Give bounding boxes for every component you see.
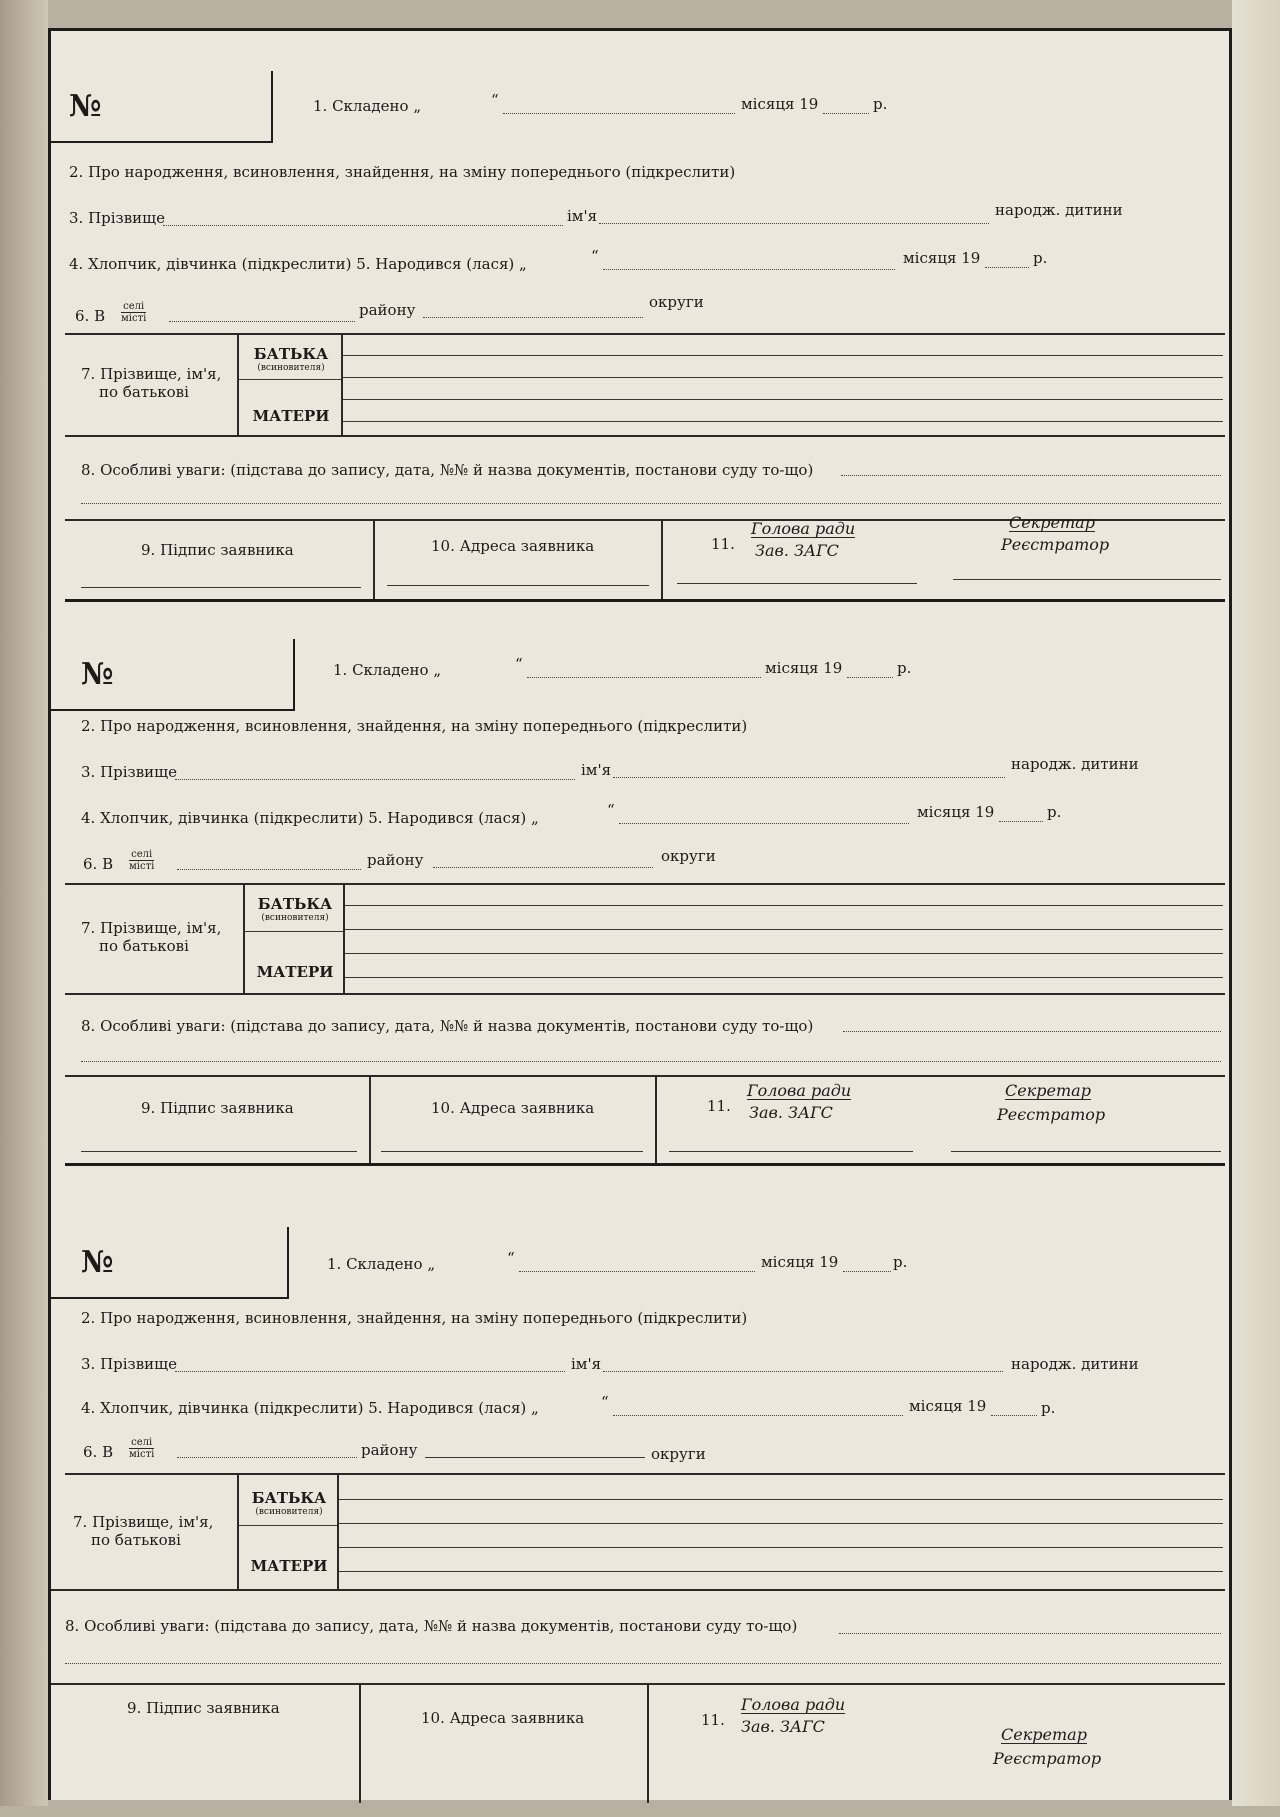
f7-father-line-1[interactable]: [345, 905, 1223, 906]
f11-num: 11.: [701, 1711, 725, 1729]
f6-district: району: [367, 851, 424, 869]
f4-label: 4. Хлопчик, дівчинка (підкреслити) 5. Народився (лася) „: [81, 1399, 539, 1417]
f7-mother-line-2[interactable]: [339, 1571, 1223, 1572]
f7-label-line2: по батькові: [99, 937, 189, 955]
f1-year-suffix: р.: [893, 1253, 908, 1271]
f4-day-line[interactable]: [603, 269, 895, 270]
f11-head-signature-line[interactable]: [669, 1151, 913, 1152]
f7-parent-split: [239, 1525, 337, 1526]
f4-day-line[interactable]: [619, 823, 909, 824]
f7-parent-split: [239, 379, 341, 380]
f11-head: Голова ради: [741, 1695, 846, 1714]
f7-father-label: [241, 1489, 337, 1517]
f1-year-suffix: р.: [897, 659, 912, 677]
section-end-rule: [65, 599, 1225, 602]
page-edge-left: [0, 0, 48, 1806]
f4-month: місяця 19: [903, 249, 981, 267]
f7-father-line-1[interactable]: [339, 1499, 1223, 1500]
rule-after-f7: [51, 1589, 1225, 1591]
f6-label: 6. В: [83, 1443, 114, 1461]
f6-village: селі: [121, 301, 146, 313]
f7-label-line2: по батькові: [99, 383, 189, 401]
f6-city: місті: [129, 861, 155, 872]
f11-zags: Зав. ЗАГС: [749, 1103, 833, 1122]
f1-quote: “: [491, 91, 499, 109]
f11-zags: Зав. ЗАГС: [741, 1717, 825, 1736]
f4-label: 4. Хлопчик, дівчинка (підкреслити) 5. Народився (лася) „: [81, 809, 539, 827]
f10-address-line[interactable]: [387, 585, 649, 586]
f3-name: ім'я: [567, 207, 598, 225]
f1-quote: “: [515, 655, 523, 673]
f7-divider-right: [341, 333, 343, 435]
sig-divider-1: [369, 1075, 371, 1163]
f4-year-suffix: р.: [1033, 249, 1048, 267]
f9-signature-line[interactable]: [81, 1151, 357, 1152]
f1-quote: “: [507, 1249, 515, 1267]
f1-day-line[interactable]: [519, 1271, 755, 1272]
section-end-rule: [65, 1163, 1225, 1166]
f1-label: 1. Складено „: [333, 661, 442, 679]
f8-label: 8. Особливі уваги: (підстава до запису, дата, №№ й назва документів, постанови суду то-що): [81, 1017, 814, 1035]
f6-village: селі: [129, 849, 154, 861]
f8-line-1[interactable]: [843, 1031, 1221, 1032]
f1-month: місяця 19: [761, 1253, 839, 1271]
f6-okrug: округи: [661, 847, 716, 865]
f1-year-suffix: р.: [873, 95, 888, 113]
rule-after-f8: [65, 1075, 1225, 1077]
f3-label: 3. Прізвище: [81, 1355, 178, 1373]
record-section-2: [51, 639, 1229, 1229]
f1-year-line[interactable]: [847, 677, 893, 678]
f7-mother-line-1[interactable]: [343, 399, 1223, 400]
f7-label-line1: 7. Прізвище, ім'я,: [81, 365, 222, 383]
f8-label: 8. Особливі уваги: (підстава до запису, дата, №№ й назва документів, постанови суду то-що): [65, 1617, 798, 1635]
sig-divider-2: [655, 1075, 657, 1163]
f10-address-line[interactable]: [381, 1151, 643, 1152]
sig-divider-2: [647, 1683, 649, 1803]
f10-label: 10. Адреса заявника: [431, 1099, 595, 1117]
f7-label-line1: 7. Прізвище, ім'я,: [73, 1513, 214, 1531]
f4-quote: “: [607, 801, 615, 819]
sig-divider-2: [661, 519, 663, 599]
record-section-3: [51, 1227, 1229, 1817]
f4-month: місяця 19: [909, 1397, 987, 1415]
f2-label: 2. Про народження, всиновлення, знайдення, на зміну попереднього (підкреслити): [81, 1309, 748, 1327]
page-edge-right: [1232, 0, 1280, 1806]
f6-okrug: округи: [649, 293, 704, 311]
f3-name: ім'я: [571, 1355, 602, 1373]
f3-label: 3. Прізвище: [69, 209, 166, 227]
f7-label-line2: по батькові: [91, 1531, 181, 1549]
f1-year-line[interactable]: [823, 113, 869, 114]
sig-divider-1: [373, 519, 375, 599]
f3-label: 3. Прізвище: [81, 763, 178, 781]
f7-mother: МАТЕРИ: [252, 407, 330, 425]
f4-quote: “: [591, 247, 599, 265]
f4-year-line[interactable]: [985, 267, 1029, 268]
f7-mother-line-2[interactable]: [343, 421, 1223, 422]
f3-child: народж. дитини: [1011, 1355, 1139, 1373]
registry-sheet: [48, 28, 1232, 1800]
f6-district-line[interactable]: [433, 867, 653, 868]
f7-divider-left: [237, 1473, 239, 1589]
f1-label: 1. Складено „: [327, 1255, 436, 1273]
f8-line-2[interactable]: [65, 1663, 1221, 1664]
f8-line-1[interactable]: [841, 475, 1221, 476]
f11-registrar: Реєстратор: [1001, 535, 1110, 554]
f3-child: народж. дитини: [1011, 755, 1139, 773]
f7-father-sub: (всиновителя): [257, 363, 325, 373]
f8-line-2[interactable]: [81, 1061, 1221, 1062]
record-number-box[interactable]: [51, 71, 273, 143]
f3-surname-line[interactable]: [163, 225, 563, 226]
f11-secretary: Секретар: [1005, 1081, 1091, 1100]
f4-quote: “: [601, 1393, 609, 1411]
f4-year-suffix: р.: [1041, 1399, 1056, 1417]
number-sign: №: [81, 657, 114, 692]
f4-year-line[interactable]: [999, 821, 1043, 822]
record-section-1: [51, 71, 1229, 661]
f6-city: місті: [121, 313, 147, 324]
f3-surname-line[interactable]: [175, 1371, 565, 1372]
f6-city: місті: [129, 1449, 155, 1460]
f6-village: селі: [129, 1437, 154, 1449]
f8-line-2[interactable]: [81, 503, 1221, 504]
f3-name-line[interactable]: [613, 777, 1005, 778]
f1-month: місяця 19: [765, 659, 843, 677]
record-number-box[interactable]: [51, 639, 295, 711]
f7-father: БАТЬКА: [257, 895, 333, 913]
f4-year-suffix: р.: [1047, 803, 1062, 821]
f11-num: 11.: [711, 535, 735, 553]
f4-month: місяця 19: [917, 803, 995, 821]
f7-mother-line-2[interactable]: [345, 977, 1223, 978]
f11-registrar: Реєстратор: [993, 1749, 1102, 1768]
f6-place-fraction: [129, 849, 154, 872]
f3-name-line[interactable]: [603, 1371, 1003, 1372]
f6-settlement-line[interactable]: [177, 1457, 357, 1458]
rule-after-f7: [65, 993, 1225, 995]
f7-mother: МАТЕРИ: [256, 963, 334, 981]
f3-name: ім'я: [581, 761, 612, 779]
f7-label-line1: 7. Прізвище, ім'я,: [81, 919, 222, 937]
f9-label: 9. Підпис заявника: [127, 1699, 280, 1717]
f11-secretary: Секретар: [1009, 513, 1095, 532]
f1-day-line[interactable]: [527, 677, 761, 678]
f11-secretary-signature-line[interactable]: [953, 579, 1221, 580]
f1-month: місяця 19: [741, 95, 819, 113]
f11-head-signature-line[interactable]: [677, 583, 917, 584]
f7-father-sub: (всиновителя): [261, 913, 329, 923]
number-sign: №: [81, 1245, 114, 1280]
f6-okrug: округи: [651, 1445, 706, 1463]
f8-line-1[interactable]: [839, 1633, 1221, 1634]
f4-label: 4. Хлопчик, дівчинка (підкреслити) 5. Народився (лася) „: [69, 255, 527, 273]
f4-year-line[interactable]: [991, 1415, 1037, 1416]
rule-after-f8: [51, 1683, 1225, 1685]
rule-after-f6: [65, 1473, 1225, 1475]
f6-district-line[interactable]: [425, 1457, 645, 1458]
f3-surname-line[interactable]: [175, 779, 575, 780]
f6-district: району: [361, 1441, 418, 1459]
f10-label: 10. Адреса заявника: [431, 537, 595, 555]
rule-after-f7: [65, 435, 1225, 437]
f6-label: 6. В: [75, 307, 106, 325]
f11-head: Голова ради: [747, 1081, 852, 1100]
f3-child: народж. дитини: [995, 201, 1123, 219]
f10-label: 10. Адреса заявника: [421, 1709, 585, 1727]
f11-head: Голова ради: [751, 519, 856, 538]
f2-label: 2. Про народження, всиновлення, знайдення, на зміну попереднього (підкреслити): [69, 163, 736, 181]
f7-father-label: [247, 895, 343, 923]
f1-year-line[interactable]: [843, 1271, 891, 1272]
f7-father: БАТЬКА: [253, 345, 329, 363]
f1-day-line[interactable]: [503, 113, 735, 114]
f7-mother-line-1[interactable]: [345, 953, 1223, 954]
f7-father: БАТЬКА: [251, 1489, 327, 1507]
f7-parent-split: [245, 931, 343, 932]
f2-label: 2. Про народження, всиновлення, знайдення, на зміну попереднього (підкреслити): [81, 717, 748, 735]
f7-divider-left: [243, 883, 245, 993]
f11-zags: Зав. ЗАГС: [755, 541, 839, 560]
number-sign: №: [69, 89, 102, 124]
f6-district-line[interactable]: [423, 317, 643, 318]
f6-label: 6. В: [83, 855, 114, 873]
f9-signature-line[interactable]: [81, 587, 361, 588]
f6-settlement-line[interactable]: [169, 321, 355, 322]
rule-after-f6: [65, 883, 1225, 885]
f7-father-line-2[interactable]: [339, 1523, 1223, 1524]
f7-mother-line-1[interactable]: [339, 1547, 1223, 1548]
record-number-box[interactable]: [51, 1227, 289, 1299]
f6-place-fraction: [129, 1437, 154, 1460]
f7-father-line-2[interactable]: [343, 377, 1223, 378]
rule-after-f6: [65, 333, 1225, 335]
f7-divider-left: [237, 333, 239, 435]
f11-secretary-signature-line[interactable]: [951, 1151, 1221, 1152]
f7-father-sub: (всиновителя): [255, 1507, 323, 1517]
f11-secretary: Секретар: [1001, 1725, 1087, 1744]
f7-father-line-2[interactable]: [345, 929, 1223, 930]
f8-label: 8. Особливі уваги: (підстава до запису, дата, №№ й назва документів, постанови суду то-що): [81, 461, 814, 479]
sig-divider-1: [359, 1683, 361, 1803]
f6-place-fraction: [121, 301, 146, 324]
f3-name-line[interactable]: [599, 223, 989, 224]
f7-mother: МАТЕРИ: [250, 1557, 328, 1575]
f9-label: 9. Підпис заявника: [141, 541, 294, 559]
f1-label: 1. Складено „: [313, 97, 422, 115]
f6-district: району: [359, 301, 416, 319]
f6-settlement-line[interactable]: [177, 869, 361, 870]
f7-father-line-1[interactable]: [343, 355, 1223, 356]
f7-father-label: [243, 345, 339, 373]
f4-day-line[interactable]: [613, 1415, 903, 1416]
f11-num: 11.: [707, 1097, 731, 1115]
f9-label: 9. Підпис заявника: [141, 1099, 294, 1117]
f11-registrar: Реєстратор: [997, 1105, 1106, 1124]
